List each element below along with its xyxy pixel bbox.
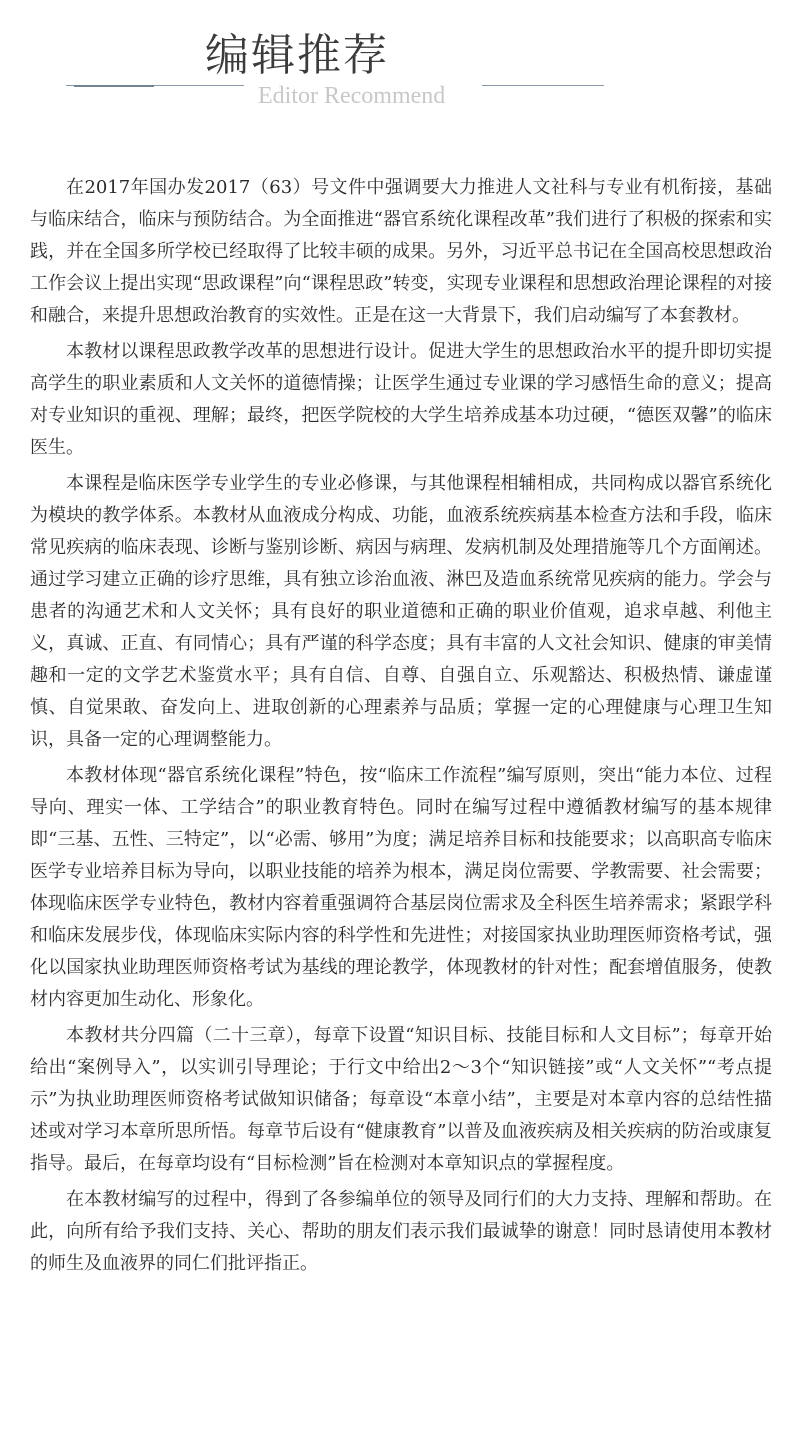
page-subtitle: Editor Recommend bbox=[258, 83, 446, 109]
paragraph-5: 本教材共分四篇（二十三章），每章下设置“知识目标、技能目标和人文目标”；每章开始给出“案例导入”，以实训引导理论；于行文中给出2～3个“知识链接”或“人文关怀”“考点提示”为执业助理医师资格考试做知识储备；每章设“本章小结”，主要是对本章内容的总结性描述或对学习本章所思所悟。每章节后设有“健康教育”以普及血液疾病及相关疾病的防治或康复指导。最后，在每章均设有“目标检测”旨在检测对本章知识点的掌握程度。 bbox=[30, 1025, 772, 1174]
paragraph-1: 在2017年国办发2017（63）号文件中强调要大力推进人文社科与专业有机衔接，基础与临床结合，临床与预防结合。为全面推进“器官系统化课程改革”我们进行了积极的探索和实践，并在全国多所学校已经取得了比较丰硕的成果。另外，习近平总书记在全国高校思想政治工作会议上提出实现“思政课程”向“课程思政”转变，实现专业课程和思想政治理论课程的对接和融合，来提升思想政治教育的实效性。正是在这一大背景下，我们启动编写了本套教材。 bbox=[30, 177, 772, 326]
header bbox=[0, 0, 800, 120]
left-divider-line bbox=[66, 85, 244, 86]
paragraph-2: 本教材以课程思政教学改革的思想进行设计。促进大学生的思想政治水平的提升即切实提高学生的职业素质和人文关怀的道德情操；让医学生通过专业课的学习感悟生命的意义；提高对专业知识的重视、理解；最终，把医学院校的大学生培养成基本功过硬，“德医双馨”的临床医生。 bbox=[30, 341, 772, 458]
right-divider-line bbox=[482, 85, 604, 86]
paragraph-3: 本课程是临床医学专业学生的专业必修课，与其他课程相辅相成，共同构成以器官系统化为模块的教学体系。本教材从血液成分构成、功能，血液系统疾病基本检查方法和手段，临床常见疾病的临床表现、诊断与鉴别诊断、病因与病理、发病机制及处理措施等几个方面阐述。通过学习建立正确的诊疗思维，具有独立诊治血液、淋巴及造血系统常见疾病的能力。学会与患者的沟通艺术和人文关怀；具有良好的职业道德和正确的职业价值观，追求卓越、利他主义，真诚、正直、有同情心；具有严谨的科学态度；具有丰富的人文社会知识、健康的审美情趣和一定的文学艺术鉴赏水平；具有自信、自尊、自强自立、乐观豁达、积极热情、谦虚谨慎、自觉果敢、奋发向上、进取创新的心理素养与品质；掌握一定的心理健康与心理卫生知识，具备一定的心理调整能力。 bbox=[30, 473, 772, 750]
page-title: 编辑推荐 bbox=[205, 30, 389, 81]
article-body bbox=[30, 172, 772, 1284]
paragraph-4: 本教材体现“器官系统化课程”特色，按“临床工作流程”编写原则，突出“能力本位、过程导向、理实一体、工学结合”的职业教育特色。同时在编写过程中遵循教材编写的基本规律即“三基、五性、三特定”，以“必需、够用”为度；满足培养目标和技能要求；以高职高专临床医学专业培养目标为导向，以职业技能的培养为根本，满足岗位需要、学教需要、社会需要；体现临床医学专业特色，教材内容着重强调符合基层岗位需求及全科医生培养需求；紧跟学科和临床发展步伐，体现临床实际内容的科学性和先进性；对接国家执业助理医师资格考试，强化以国家执业助理医师资格考试为基线的理论教学，体现教材的针对性；配套增值服务，使教材内容更加生动化、形象化。 bbox=[30, 765, 772, 1010]
paragraph-6: 在本教材编写的过程中，得到了各参编单位的领导及同行们的大力支持、理解和帮助。在此，向所有给予我们支持、关心、帮助的朋友们表示我们最诚挚的谢意！同时恳请使用本教材的师生及血液界的同仁们批评指正。 bbox=[30, 1189, 772, 1274]
